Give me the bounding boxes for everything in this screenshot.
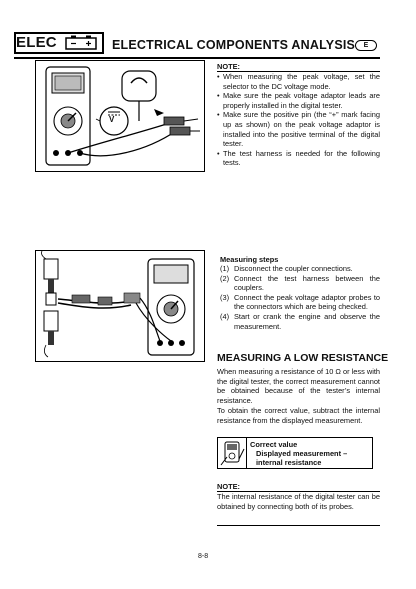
test-harness-figure (35, 250, 205, 362)
step-text: Disconnect the coupler connections. (234, 264, 353, 273)
step-number: (2) (220, 273, 230, 283)
step-number: (3) (220, 292, 230, 302)
note-end-divider (217, 525, 380, 526)
correct-value-formula: Displayed measurement – (256, 449, 348, 458)
list-item (220, 293, 380, 312)
step-text: Start or crank the engine and observe the measurement. (234, 311, 380, 331)
note-list (217, 72, 380, 168)
step-number: (4) (220, 311, 230, 321)
step-text: Connect the peak voltage adaptor probes to the connectors which are being checked. (234, 292, 380, 312)
measuring-steps-list (220, 264, 380, 331)
meter-symbol: V (109, 115, 115, 124)
list-item: • When measuring the peak voltage, set the selector to the DC voltage mode. (217, 72, 380, 91)
step-number: (1) (220, 264, 230, 273)
list-item (220, 312, 380, 331)
page-title: ELECTRICAL COMPONENTS ANALYSIS (112, 38, 356, 52)
list-item (220, 264, 380, 274)
page-number: 8-8 (198, 553, 209, 560)
section-paragraph: When measuring a resistance of 10 Ω or less with the digital tester, the correct measurement cannot be obtained because of the tester’s internal resistance. (217, 367, 380, 405)
language-badge: E (355, 40, 377, 51)
peak-voltage-adaptor-figure (35, 60, 205, 172)
list-item: • Make sure the peak voltage adaptor leads are properly installed in the digital tester. (217, 91, 380, 110)
section-code: ELEC (16, 34, 57, 51)
measuring-steps-title: Measuring steps (220, 255, 279, 264)
multimeter-icon (217, 437, 247, 469)
digital-tester-illustration (36, 61, 204, 171)
correct-value-formula: internal resistance (256, 458, 322, 467)
list-item: • The test harness is needed for the following tests. (217, 149, 380, 168)
correct-value-title: Correct value (250, 440, 298, 449)
header-divider (14, 57, 380, 59)
test-harness-illustration (36, 251, 204, 361)
note-heading: NOTE: (217, 482, 240, 491)
note-heading: NOTE: (217, 62, 240, 71)
note-body: The internal resistance of the digital tester can be obtained by connecting both of its probes. (217, 492, 380, 511)
section-heading: MEASURING A LOW RESISTANCE (217, 352, 389, 364)
list-item (220, 274, 380, 293)
correct-value-icon-cell (217, 437, 247, 469)
list-item: • Make sure the positive pin (the “+” mark facing up as shown) on the peak voltage adaptor is installed into the positive terminal of the digital tester. (217, 110, 380, 148)
step-text: Connect the test harness between the couplers. (234, 273, 380, 293)
battery-icon (64, 35, 100, 51)
section-paragraph: To obtain the correct value, subtract the internal resistance from the displayed measurement. (217, 406, 380, 425)
